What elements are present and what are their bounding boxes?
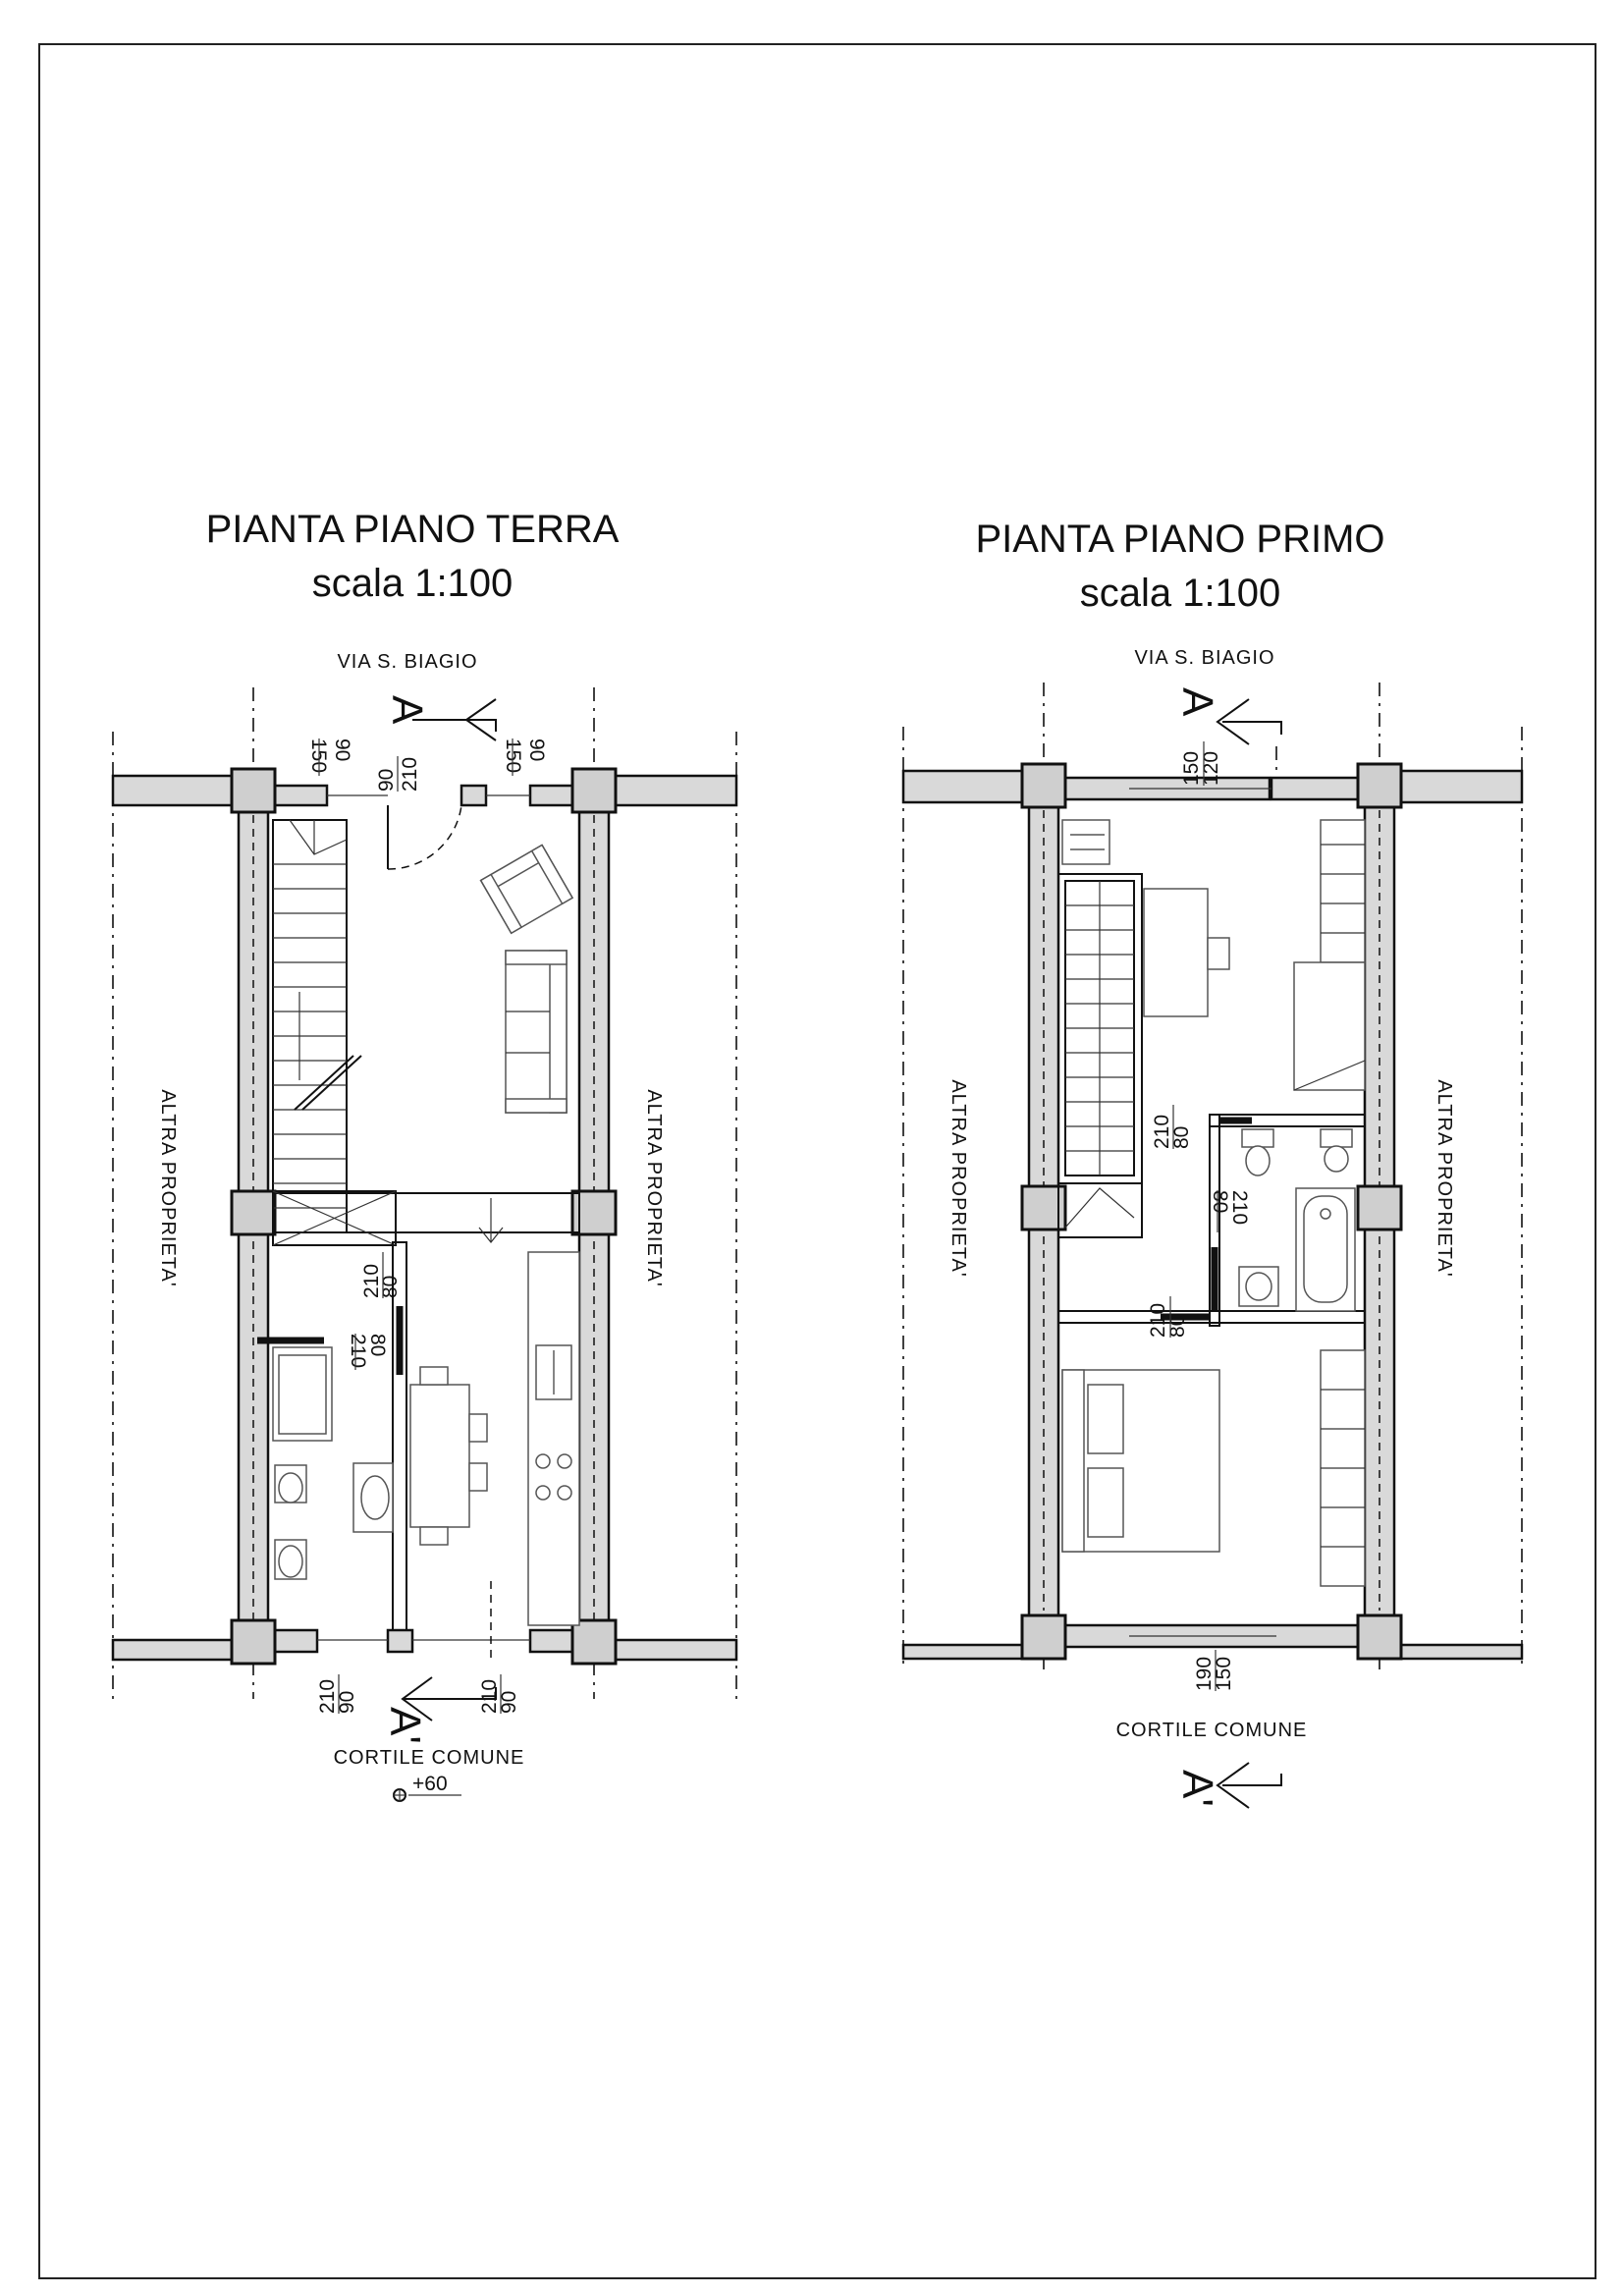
first-column-tr <box>1358 764 1401 807</box>
ground-dining-table <box>410 1367 487 1545</box>
ground-armchair <box>481 846 572 934</box>
ground-courtyard-label: CORTILE COMUNE <box>333 1747 525 1769</box>
first-wardrobe-bottom-right <box>1321 1350 1365 1586</box>
first-neighbor-wall-bottom-right <box>1399 1645 1522 1659</box>
ground-column-br <box>572 1620 616 1664</box>
first-section-marker-top <box>1173 687 1281 744</box>
ground-dim-bath-door-w: 80 <box>366 1334 389 1357</box>
ground-shower <box>273 1347 332 1441</box>
first-dim-bottom-h: 190 <box>1193 1656 1216 1691</box>
first-stair-landing-winder <box>1065 1188 1134 1228</box>
ground-section-marker-top <box>383 695 496 740</box>
first-single-bed <box>1294 962 1365 1090</box>
first-dim-door2-w: 80 <box>1209 1190 1231 1214</box>
first-dim-door1-h: 210 <box>1151 1114 1173 1149</box>
first-dim-door3-w: 80 <box>1166 1314 1189 1338</box>
first-dim-door3-h: 210 <box>1147 1302 1169 1338</box>
first-washbasin <box>1239 1267 1278 1306</box>
first-bidet <box>1321 1129 1352 1172</box>
ground-dim-top-right-w: 90 <box>525 738 548 762</box>
first-column-mr <box>1358 1186 1401 1230</box>
first-section-marker-bottom <box>1173 1763 1281 1808</box>
ground-dim-top-right-h: 150 <box>502 738 524 774</box>
first-dim-bottom-w: 150 <box>1213 1656 1235 1691</box>
ground-neighbor-wall-top-left <box>113 776 234 805</box>
first-neighbor-wall-bottom-left <box>903 1645 1024 1659</box>
ground-dim-bottom-right-w: 90 <box>498 1690 520 1714</box>
ground-column-bl <box>232 1620 275 1664</box>
ground-dim-bottom-right-h: 210 <box>478 1678 501 1714</box>
ground-column-tl <box>232 769 275 812</box>
ground-dim-bottom-left-w: 90 <box>336 1690 358 1714</box>
first-wardrobe-top-right <box>1321 820 1365 962</box>
first-bathtub <box>1296 1188 1355 1311</box>
ground-bottom-wall-mid <box>388 1630 412 1652</box>
ground-floor-title: PIANTA PIANO TERRA <box>205 508 620 551</box>
ground-floor-scale: scala 1:100 <box>311 562 514 605</box>
first-double-bed <box>1062 1370 1219 1552</box>
ground-bidet <box>275 1465 306 1503</box>
ground-bath-wall <box>393 1242 406 1630</box>
ground-stair-outline <box>273 820 347 1232</box>
first-column-br <box>1358 1615 1401 1659</box>
ground-floor-plan <box>113 508 736 1802</box>
first-desk <box>1144 889 1229 1016</box>
ground-elevation-value: +60 <box>412 1773 448 1795</box>
first-column-bl <box>1022 1615 1065 1659</box>
ground-column-ml <box>232 1191 275 1234</box>
first-dim-door2-h: 210 <box>1228 1190 1251 1226</box>
first-dim-door1-w: 80 <box>1170 1125 1193 1149</box>
ground-dim-top-left-w: 90 <box>331 738 353 762</box>
ground-dim-bottom-left-h: 210 <box>316 1678 339 1714</box>
ground-neighbor-wall-top-right <box>614 776 736 805</box>
ground-partition-wall <box>273 1193 579 1232</box>
ground-column-tr <box>572 769 616 812</box>
first-side-label-left: ALTRA PROPRIETA' <box>947 1079 969 1278</box>
first-wardrobe-top-left <box>1062 820 1109 864</box>
first-section-bottom-label: A' <box>1173 1770 1221 1807</box>
first-dim-top-w: 120 <box>1200 750 1222 786</box>
ground-dim-mid-door-w: 80 <box>379 1275 402 1298</box>
first-top-wall-right <box>1271 778 1365 799</box>
ground-dim-top-left-h: 150 <box>307 738 330 774</box>
first-neighbor-wall-top-right <box>1399 771 1522 802</box>
ground-street-label: VIA S. BIAGIO <box>337 651 478 673</box>
first-column-tl <box>1022 764 1065 807</box>
first-neighbor-wall-top-left <box>903 771 1024 802</box>
ground-section-bottom-label: A' <box>381 1707 429 1744</box>
first-stair-landing <box>1058 1183 1142 1237</box>
ground-stair-closet-x <box>273 1191 396 1245</box>
first-floor-scale: scala 1:100 <box>1079 572 1281 615</box>
ground-stair-winder <box>290 820 347 854</box>
ground-top-wall-mid <box>461 786 486 805</box>
ground-toilet <box>275 1540 306 1579</box>
first-side-label-right: ALTRA PROPRIETA' <box>1434 1079 1455 1278</box>
first-floor-title: PIANTA PIANO PRIMO <box>975 518 1385 561</box>
ground-stair-cut-line-1 <box>295 1056 353 1110</box>
ground-top-wall-left <box>268 786 327 805</box>
ground-dim-entrance-h: 210 <box>399 756 421 792</box>
first-landing-wall <box>1058 1311 1365 1323</box>
first-street-label: VIA S. BIAGIO <box>1134 647 1275 669</box>
ground-dim-bath-door-h: 210 <box>347 1334 369 1369</box>
first-section-top-label: A <box>1173 687 1221 717</box>
ground-sofa <box>506 951 567 1113</box>
ground-entrance-door-swing <box>388 805 461 869</box>
ground-elevation-marker <box>393 1773 461 1802</box>
ground-kitchen-counter <box>528 1252 579 1625</box>
ground-side-label-right: ALTRA PROPRIETA' <box>643 1089 665 1287</box>
ground-stair-treads <box>273 864 347 1208</box>
ground-washbasin <box>353 1463 393 1532</box>
first-dim-top-h: 150 <box>1180 750 1203 786</box>
first-toilet <box>1242 1129 1273 1175</box>
ground-dim-entrance-w: 90 <box>375 768 398 792</box>
ground-neighbor-wall-bottom-right <box>614 1640 736 1660</box>
ground-side-label-left: ALTRA PROPRIETA' <box>157 1089 179 1287</box>
ground-stair-cut-line-2 <box>302 1056 361 1110</box>
ground-section-top-label: A <box>383 695 431 725</box>
ground-neighbor-wall-bottom-left <box>113 1640 234 1660</box>
ground-dim-mid-door-h: 210 <box>360 1263 383 1298</box>
first-courtyard-label: CORTILE COMUNE <box>1115 1720 1308 1741</box>
first-floor-plan <box>903 518 1522 1808</box>
